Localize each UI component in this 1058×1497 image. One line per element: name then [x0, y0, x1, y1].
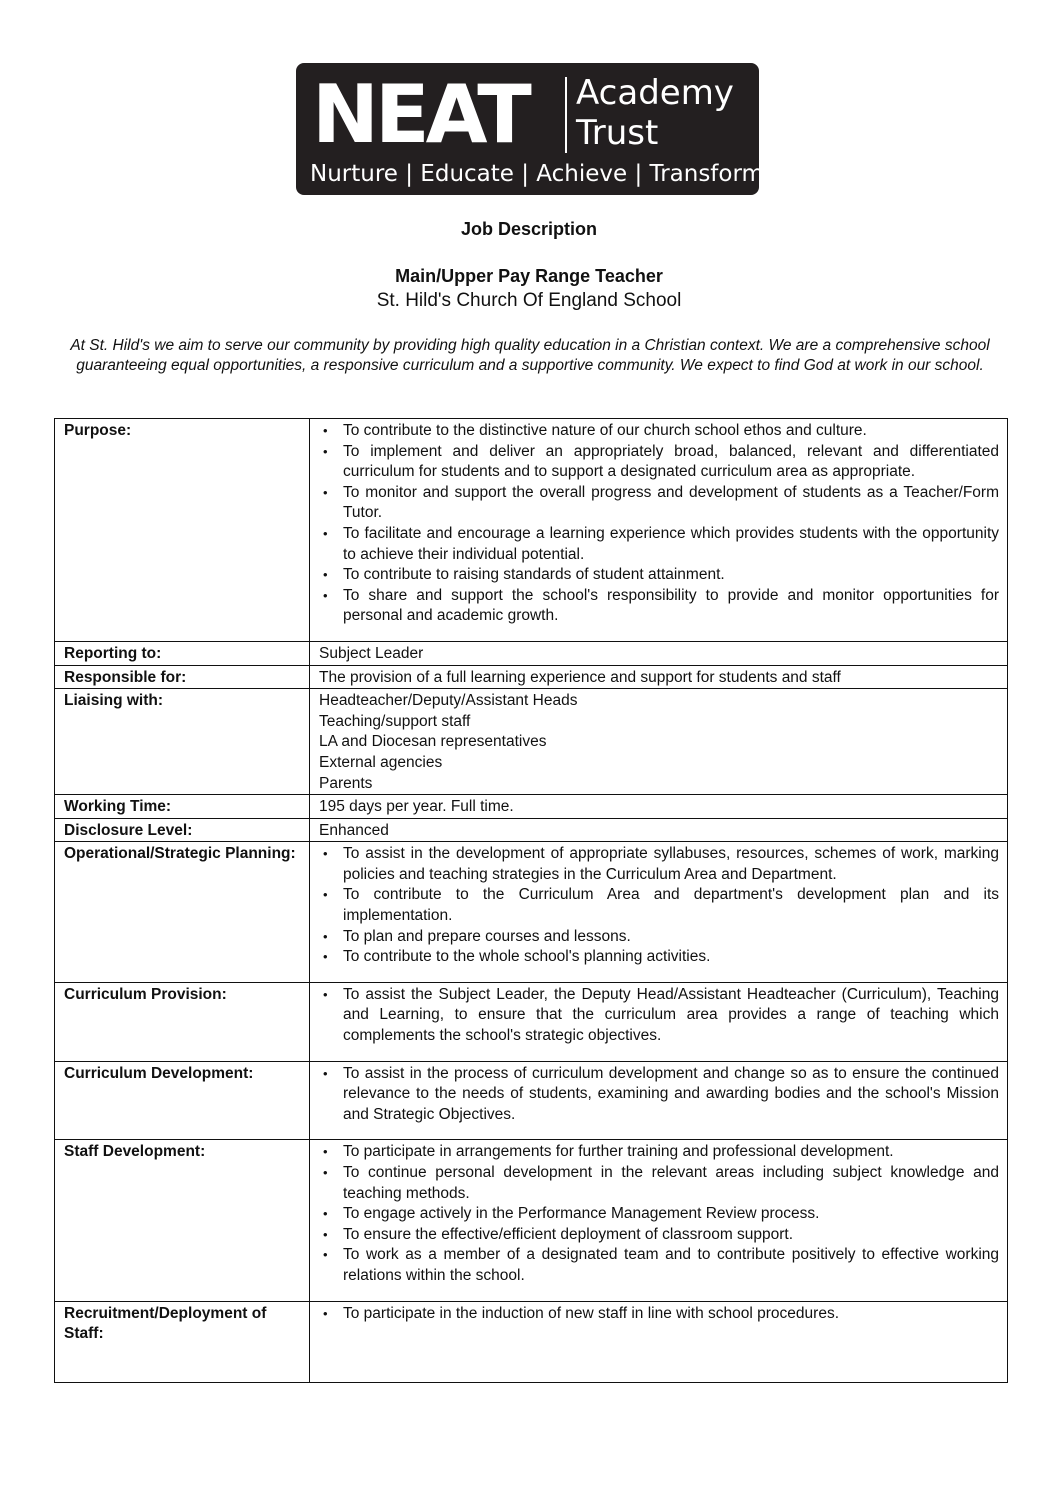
row-value	[310, 419, 1008, 642]
liaison-entry: LA and Diocesan representatives	[319, 733, 547, 751]
row-value	[310, 982, 1008, 1061]
document-type-heading: Job Description	[460, 219, 598, 239]
list-item: • To continue personal development in the relevant areas including subject knowledge and teaching methods.	[319, 1163, 999, 1204]
row-value: Enhanced	[310, 818, 1008, 842]
row-value	[310, 1301, 1008, 1382]
table-row-operational	[55, 842, 1008, 983]
row-label: Responsible for:	[55, 665, 310, 689]
mission-statement: At St. Hild's we aim to serve our community by providing high quality education in a Christian context. We are a comprehensive school guaranteeing equal opportunities, a responsive curriculum and a supportive community. We expect to find God at work in our school.	[70, 337, 990, 374]
list-item: • To plan and prepare courses and lessons.	[319, 927, 999, 948]
liaison-entry: Headteacher/Deputy/Assistant Heads	[319, 692, 578, 710]
bullet-list	[319, 985, 999, 1061]
logo-line-academy: Academy	[576, 73, 734, 113]
logo-line-trust: Trust	[576, 113, 659, 153]
bullet-list	[319, 1304, 999, 1339]
row-label: Disclosure Level:	[55, 818, 310, 842]
list-item: • To contribute to the whole school's planning activities.	[319, 947, 999, 968]
job-description-table	[54, 418, 1008, 1383]
table-row-curriculum-development	[55, 1061, 1008, 1140]
row-label: Curriculum Provision:	[55, 982, 310, 1061]
row-label: Purpose:	[55, 419, 310, 642]
row-value	[310, 689, 1008, 795]
logo-brand: NEAT	[312, 68, 528, 161]
school-name: St. Hild's Church Of England School	[376, 290, 682, 311]
list-item: • To engage actively in the Performance Management Review process.	[319, 1204, 999, 1225]
neat-academy-trust-logo	[296, 63, 764, 195]
bullet-list	[319, 844, 999, 982]
list-item: • To implement and deliver an appropriately broad, balanced, relevant and differentiated curriculum for students and to support a designated curriculum area as appropriate.	[319, 442, 999, 483]
row-label: Liaising with:	[55, 689, 310, 795]
bullet-list	[319, 1064, 999, 1140]
liaison-entry: External agencies	[319, 753, 443, 771]
list-item: • To contribute to the distinctive nature of our church school ethos and culture.	[319, 421, 999, 442]
logo-tagline: Nurture | Educate | Achieve | Transform	[310, 161, 764, 187]
list-item: • To assist in the development of appropriate syllabuses, resources, schemes of work, marking policies and teaching strategies in the Curriculum Area and Department.	[319, 844, 999, 885]
table-row-recruitment	[55, 1301, 1008, 1382]
row-label: Working Time:	[55, 795, 310, 819]
list-item: • To facilitate and encourage a learning experience which provides students with the opportunity to achieve their individual potential.	[319, 524, 999, 565]
list-item: • To ensure the effective/efficient deployment of classroom support.	[319, 1225, 999, 1246]
row-label: Curriculum Development:	[55, 1061, 310, 1140]
row-value	[310, 1140, 1008, 1301]
list-item: • To work as a member of a designated team and to contribute positively to effective working relations within the school.	[319, 1245, 999, 1286]
logo-divider	[565, 77, 567, 153]
table-row-responsible	[55, 665, 1008, 689]
list-item: • To monitor and support the overall progress and development of students as a Teacher/Form Tutor.	[319, 483, 999, 524]
list-item: • To contribute to raising standards of student attainment.	[319, 565, 999, 586]
table-row-staff-development	[55, 1140, 1008, 1301]
row-value: 195 days per year. Full time.	[310, 795, 1008, 819]
row-label: Operational/Strategic Planning:	[55, 842, 310, 983]
bullet-list	[319, 1142, 999, 1300]
table-row-liaising	[55, 689, 1008, 795]
row-value	[310, 842, 1008, 983]
logo-name	[576, 73, 734, 153]
row-label: Staff Development:	[55, 1140, 310, 1301]
table-row-curriculum-provision	[55, 982, 1008, 1061]
list-item: • To participate in arrangements for further training and professional development.	[319, 1142, 999, 1163]
table-row-reporting	[55, 641, 1008, 665]
bullet-list	[319, 421, 999, 641]
table-row-disclosure	[55, 818, 1008, 842]
role-title: Main/Upper Pay Range Teacher	[395, 266, 663, 286]
row-label: Recruitment/Deployment of Staff:	[55, 1301, 310, 1382]
list-item: • To assist in the process of curriculum development and change so as to ensure the continued relevance to the needs of students, examining and awarding bodies and the school's Mission and Strategic Objectives.	[319, 1064, 999, 1126]
row-value	[310, 1061, 1008, 1140]
list-item: • To participate in the induction of new staff in line with school procedures.	[319, 1304, 999, 1325]
list-item: • To contribute to the Curriculum Area and department's development plan and its implementation.	[319, 885, 999, 926]
list-item: • To share and support the school's responsibility to provide and monitor opportunities for personal and academic growth.	[319, 586, 999, 627]
row-value: The provision of a full learning experience and support for students and staff	[310, 665, 1008, 689]
liaison-entry: Teaching/support staff	[319, 712, 471, 730]
list-item: • To assist the Subject Leader, the Deputy Head/Assistant Headteacher (Curriculum), Teaching and Learning, to ensure that the curriculum area provides a range of teaching which complements the school's strategic objectives.	[319, 985, 999, 1047]
row-label: Reporting to:	[55, 641, 310, 665]
table-row-purpose	[55, 419, 1008, 642]
row-value: Subject Leader	[310, 641, 1008, 665]
table-row-working-time	[55, 795, 1008, 819]
liaison-entry: Parents	[319, 774, 373, 792]
